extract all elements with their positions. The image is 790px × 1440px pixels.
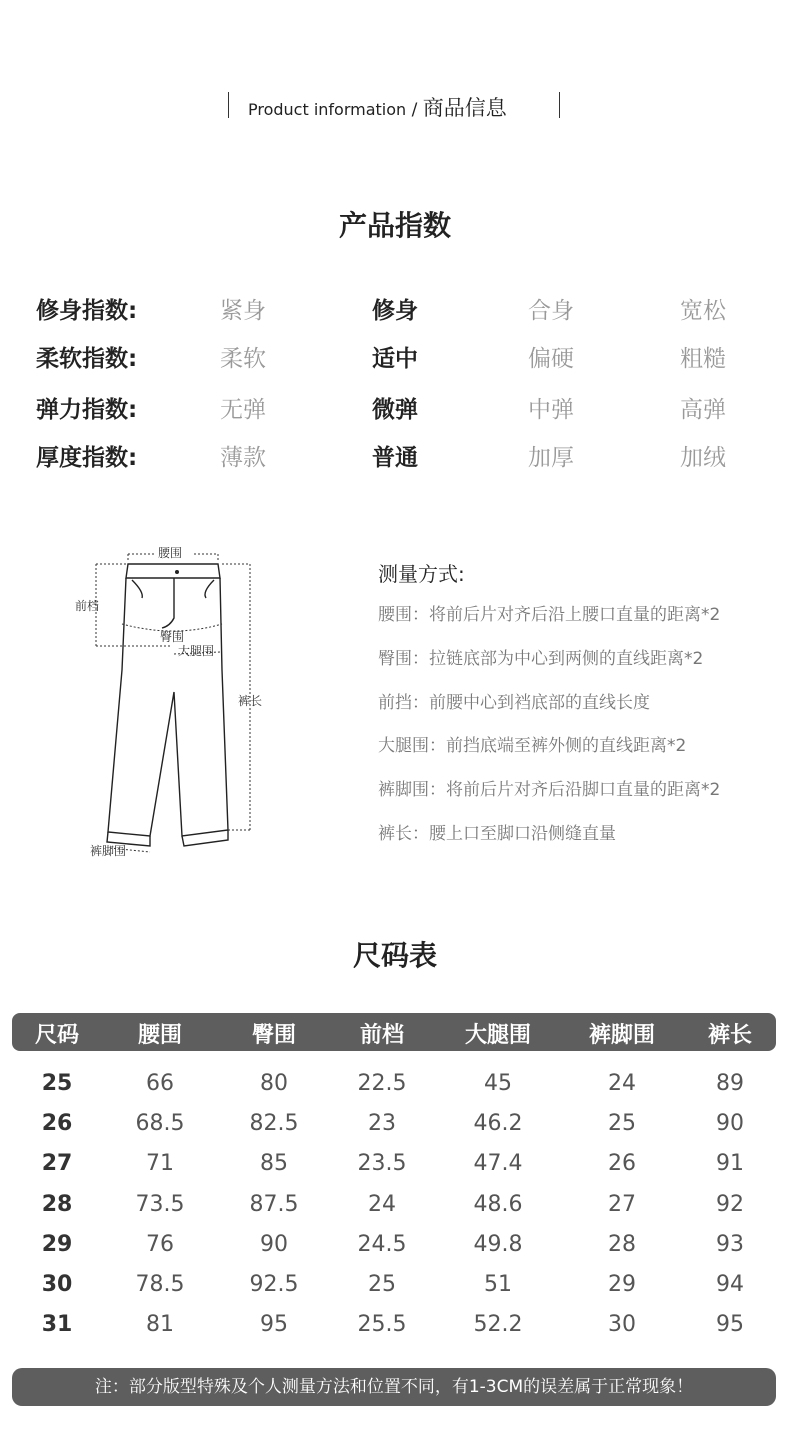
measurement-title: 测量方式: [378,562,465,586]
header-text [248,92,507,122]
size-cell: 23 [368,1111,396,1137]
size-cell: 76 [146,1231,174,1257]
size-header-cell: 臀围 [251,1023,297,1048]
measurement-item: 腰围：将前后片对齐后沿上腰口直量的距离*2 [378,605,721,625]
measurement-item: 前挡：前腰中心到裆底部的直线长度 [378,692,650,713]
size-table-header [12,1013,776,1051]
size-cell: 80 [260,1071,288,1096]
measurement-item: 裤脚围：将前后片对齐后沿脚口直量的距离*2 [378,780,721,801]
size-cell-size: 31 [41,1312,73,1338]
size-cell-size: 26 [41,1111,73,1137]
size-header-cell: 大腿围 [464,1023,532,1048]
index-row [0,391,790,431]
header-divider-right [559,92,560,118]
size-cell: 95 [260,1312,288,1338]
size-cell: 30 [608,1312,636,1338]
size-cell: 48.6 [473,1191,523,1217]
size-cell: 68.5 [135,1111,185,1137]
size-cell: 22.5 [357,1071,407,1096]
table-row [0,1111,790,1151]
table-row [0,1192,790,1232]
measurement-item: 臀围：拉链底部为中心到两侧的直线距离*2 [378,648,704,669]
size-header-cell: 裤脚围 [588,1023,656,1048]
size-cell-size: 28 [41,1191,73,1217]
index-row-label: 修身指数: [36,298,138,324]
index-option: 高弹 [680,397,726,423]
table-row [0,1071,790,1111]
table-row [0,1272,790,1312]
size-cell: 52.2 [473,1312,523,1338]
index-option-selected: 普通 [372,445,418,471]
header-sep: / [406,100,423,120]
diagram-label-length: 裤长 [238,694,263,708]
header-zh: 商品信息 [422,96,507,120]
size-header-cell: 前档 [359,1023,405,1048]
size-cell: 92.5 [249,1272,299,1297]
table-row [0,1312,790,1352]
pants-diagram [70,540,290,870]
size-cell: 82.5 [249,1111,299,1137]
index-option: 粗糙 [680,346,726,372]
size-header-cell: 腰围 [137,1023,183,1048]
index-option: 合身 [528,298,574,324]
size-cell-size: 29 [41,1231,73,1257]
size-cell: 23.5 [357,1151,407,1177]
index-option: 偏硬 [528,346,574,372]
index-row [0,340,790,380]
index-option: 紧身 [220,298,266,324]
size-cell: 24 [368,1191,396,1217]
size-cell: 94 [716,1272,744,1297]
diagram-label-waist: 腰围 [158,546,183,560]
size-cell: 24.5 [357,1231,407,1257]
size-cell: 26 [608,1151,636,1177]
index-row-label: 柔软指数: [36,346,138,372]
table-row [0,1232,790,1272]
size-cell: 95 [716,1312,744,1338]
size-cell: 73.5 [135,1191,185,1217]
size-cell: 25 [368,1272,396,1297]
index-row-label: 厚度指数: [36,445,138,471]
size-cell: 46.2 [473,1111,523,1137]
size-cell: 71 [146,1151,174,1177]
size-cell: 90 [260,1231,288,1257]
diagram-label-rise: 前档 [75,599,100,613]
size-cell: 27 [608,1191,636,1217]
index-option: 薄款 [220,445,266,471]
measurement-item: 裤长：腰上口至脚口沿侧缝直量 [378,824,616,844]
note-banner: 注：部分版型特殊及个人测量方法和位置不同，有1-3CM的误差属于正常现象！ [12,1368,776,1406]
size-cell: 49.8 [473,1231,523,1257]
size-cell: 51 [484,1272,512,1297]
index-option-selected: 修身 [372,298,418,324]
size-cell: 25.5 [357,1312,407,1338]
size-cell-size: 30 [41,1272,73,1297]
index-option: 宽松 [680,298,726,324]
size-cell: 85 [260,1151,288,1177]
size-cell-size: 27 [41,1151,73,1177]
size-cell: 24 [608,1071,636,1096]
size-header-cell: 裤长 [707,1023,753,1048]
measurement-item: 大腿围：前挡底端至裤外侧的直线距离*2 [378,736,687,757]
index-option-selected: 微弹 [372,397,418,423]
index-row [0,292,790,332]
product-info-header [228,90,560,120]
size-cell-size: 25 [41,1071,73,1096]
size-cell: 90 [716,1111,744,1137]
size-cell: 78.5 [135,1272,185,1297]
size-cell: 81 [146,1312,174,1338]
header-divider-left [228,92,229,118]
size-cell: 93 [716,1231,744,1257]
size-table-title: 尺码表 [352,939,437,972]
size-cell: 87.5 [249,1191,299,1217]
index-option-selected: 适中 [372,346,418,372]
index-option: 无弹 [220,397,266,423]
table-row [0,1151,790,1191]
index-section-title: 产品指数 [338,209,451,242]
size-cell: 66 [146,1071,174,1096]
size-cell: 29 [608,1272,636,1297]
header-en: Product information [248,100,407,119]
size-cell: 92 [716,1191,744,1217]
index-row-label: 弹力指数: [36,397,138,423]
index-option: 柔软 [220,346,266,372]
size-cell: 28 [608,1231,636,1257]
index-option: 加绒 [680,445,726,471]
diagram-label-hem: 裤脚围 [90,844,127,858]
diagram-label-hip: 臀围 [160,630,185,644]
index-row [0,439,790,479]
index-option: 加厚 [528,445,574,471]
size-cell: 25 [608,1111,636,1137]
diagram-label-thigh: 大腿围 [178,644,215,658]
size-header-cell: 尺码 [34,1023,80,1048]
size-cell: 45 [484,1071,512,1096]
size-cell: 47.4 [473,1151,523,1177]
size-cell: 89 [716,1071,744,1096]
size-cell: 91 [716,1151,744,1177]
index-option: 中弹 [528,397,574,423]
